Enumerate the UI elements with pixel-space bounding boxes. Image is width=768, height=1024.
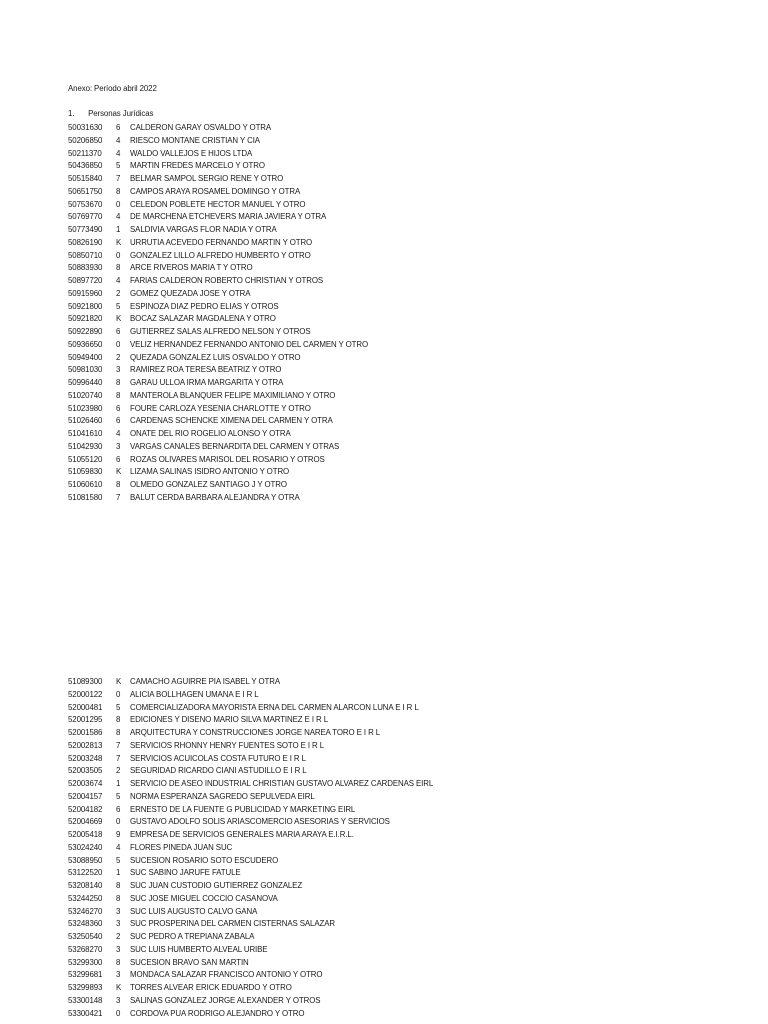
check-digit: 5 xyxy=(116,301,121,311)
rut-number: 50897720 xyxy=(68,276,103,285)
entity-name: DE MARCHENA ETCHEVERS MARIA JAVIERA Y OTRA xyxy=(130,212,327,222)
entity-name: LIZAMA SALINAS ISIDRO ANTONIO Y OTRO xyxy=(130,467,290,477)
check-digit: 1 xyxy=(116,779,121,788)
rut-number: 53024240 xyxy=(68,842,103,852)
check-digit: 7 xyxy=(116,174,121,183)
entity-name: WALDO VALLEJOS E HIJOS LTDA xyxy=(130,148,253,158)
check-digit: 3 xyxy=(116,970,121,980)
check-digit: 4 xyxy=(116,842,121,852)
list-item xyxy=(68,326,368,339)
check-digit: 4 xyxy=(116,276,121,285)
rut-number: 53250540 xyxy=(68,932,103,941)
rut-number: 53300421 xyxy=(68,1008,103,1018)
entity-name: FOURE CARLOZA YESENIA CHARLOTTE Y OTRO xyxy=(130,403,311,413)
entity-name: MARTIN FREDES MARCELO Y OTRO xyxy=(130,161,265,171)
check-digit: 5 xyxy=(116,791,121,801)
entity-name: VELIZ HERNANDEZ FERNANDO ANTONIO DEL CARMEN Y OTRO xyxy=(130,339,369,349)
entity-name: GONZALEZ LILLO ALFREDO HUMBERTO Y OTRO xyxy=(130,250,311,260)
section-title: Personas Jurídicas xyxy=(88,109,154,118)
check-digit: 2 xyxy=(116,288,121,298)
list-item xyxy=(68,804,433,817)
entity-name: SUC SABINO JARUFE FATULE xyxy=(130,868,241,878)
rut-number: 53268270 xyxy=(68,944,103,954)
list-item xyxy=(68,969,433,982)
check-digit: 8 xyxy=(116,881,121,890)
entity-name: ERNESTO DE LA FUENTE G PUBLICIDAD Y MARKETING EIRL xyxy=(130,804,356,814)
list-item xyxy=(68,466,368,479)
check-digit: 0 xyxy=(116,250,121,260)
entity-name: GARAU ULLOA IRMA MARGARITA Y OTRA xyxy=(130,378,284,387)
rut-number: 52003248 xyxy=(68,753,103,763)
check-digit: 9 xyxy=(116,830,121,839)
entity-list-block-1 xyxy=(68,122,368,505)
check-digit: 8 xyxy=(116,728,121,737)
entity-name: ROZAS OLIVARES MARISOL DEL ROSARIO Y OTROS xyxy=(130,454,325,464)
rut-number: 51026460 xyxy=(68,416,103,426)
rut-number: 53244250 xyxy=(68,893,103,903)
rut-number: 51059830 xyxy=(68,467,103,477)
list-item xyxy=(68,160,368,173)
entity-name: CARDENAS SCHENCKE XIMENA DEL CARMEN Y OTRA xyxy=(130,416,333,426)
entity-name: SERVICIOS RHONNY HENRY FUENTES SOTO E I R L xyxy=(130,740,325,750)
rut-number: 50922890 xyxy=(68,327,103,336)
list-item xyxy=(68,829,433,842)
list-item xyxy=(68,288,368,301)
page-heading: Anexo: Período abril 2022 xyxy=(68,84,157,93)
check-digit: 3 xyxy=(116,919,121,929)
list-item xyxy=(68,479,368,492)
check-digit: 1 xyxy=(116,868,121,878)
rut-number: 52002813 xyxy=(68,740,103,750)
check-digit: K xyxy=(116,983,122,992)
list-item xyxy=(68,689,433,702)
list-item xyxy=(68,441,368,454)
list-item xyxy=(68,867,433,880)
list-item xyxy=(68,415,368,428)
list-item xyxy=(68,148,368,161)
check-digit: 8 xyxy=(116,186,121,196)
rut-number: 50773490 xyxy=(68,225,103,234)
section-heading xyxy=(68,109,153,118)
check-digit: 7 xyxy=(116,753,121,763)
rut-number: 50996440 xyxy=(68,378,103,387)
check-digit: 5 xyxy=(116,702,121,712)
list-item xyxy=(68,842,433,855)
list-item xyxy=(68,765,433,778)
list-item xyxy=(68,918,433,931)
entity-name: OLMEDO GONZALEZ SANTIAGO J Y OTRO xyxy=(130,480,287,489)
entity-name: CALDERON GARAY OSVALDO Y OTRA xyxy=(130,123,272,132)
entity-name: SUC PROSPERINA DEL CARMEN CISTERNAS SALAZAR xyxy=(130,919,335,929)
rut-number: 52000122 xyxy=(68,689,103,699)
entity-name: FARIAS CALDERON ROBERTO CHRISTIAN Y OTROS xyxy=(130,276,324,285)
list-item xyxy=(68,740,433,753)
list-item xyxy=(68,454,368,467)
check-digit: 4 xyxy=(116,148,121,158)
list-item xyxy=(68,275,368,288)
check-digit: 7 xyxy=(116,492,121,502)
entity-name: SERVICIOS ACUICOLAS COSTA FUTURO E I R L xyxy=(130,753,306,763)
rut-number: 52004182 xyxy=(68,804,103,814)
entity-name: ESPINOZA DIAZ PEDRO ELIAS Y OTROS xyxy=(130,301,279,311)
list-item xyxy=(68,816,433,829)
check-digit: K xyxy=(116,314,122,324)
check-digit: 5 xyxy=(116,855,121,865)
list-item xyxy=(68,727,433,740)
list-item xyxy=(68,702,433,715)
rut-number: 51042930 xyxy=(68,441,103,451)
list-item xyxy=(68,199,368,212)
check-digit: 2 xyxy=(116,352,121,362)
check-digit: 0 xyxy=(116,339,121,349)
check-digit: K xyxy=(116,237,122,247)
rut-number: 50915960 xyxy=(68,288,103,298)
list-item xyxy=(68,714,433,727)
entity-name: RAMIREZ ROA TERESA BEATRIZ Y OTRO xyxy=(130,365,282,375)
entity-name: NORMA ESPERANZA SAGREDO SEPULVEDA EIRL xyxy=(130,791,315,801)
check-digit: 6 xyxy=(116,416,121,426)
rut-number: 50826190 xyxy=(68,237,103,247)
list-item xyxy=(68,880,433,893)
check-digit: 8 xyxy=(116,480,121,489)
entity-name: GUSTAVO ADOLFO SOLIS ARIASCOMERCIO ASESORIAS Y SERVICIOS xyxy=(130,817,390,827)
rut-number: 52000481 xyxy=(68,702,103,712)
entity-name: TORRES ALVEAR ERICK EDUARDO Y OTRO xyxy=(130,983,292,992)
rut-number: 53299300 xyxy=(68,957,103,967)
rut-number: 50921820 xyxy=(68,314,103,324)
check-digit: 5 xyxy=(116,161,121,171)
entity-name: CAMACHO AGUIRRE PIA ISABEL Y OTRA xyxy=(130,677,281,686)
list-item xyxy=(68,301,368,314)
check-digit: 8 xyxy=(116,378,121,387)
section-number: 1. xyxy=(68,109,75,118)
entity-name: MANTEROLA BLANQUER FELIPE MAXIMILIANO Y OTRO xyxy=(130,390,336,400)
rut-number: 51041610 xyxy=(68,429,103,438)
list-item xyxy=(68,352,368,365)
entity-name: SUC JUAN CUSTODIO GUTIERREZ GONZALEZ xyxy=(130,881,303,890)
rut-number: 52005418 xyxy=(68,830,103,839)
check-digit: 3 xyxy=(116,944,121,954)
check-digit: 3 xyxy=(116,906,121,916)
rut-number: 50921800 xyxy=(68,301,103,311)
rut-number: 50981030 xyxy=(68,365,103,375)
rut-number: 53299681 xyxy=(68,970,103,980)
check-digit: 0 xyxy=(116,817,121,827)
check-digit: K xyxy=(116,467,122,477)
list-item xyxy=(68,390,368,403)
entity-name: BELMAR SAMPOL SERGIO RENE Y OTRO xyxy=(130,174,284,183)
check-digit: 8 xyxy=(116,893,121,903)
entity-name: SUC JOSE MIGUEL COCCIO CASANOVA xyxy=(130,893,278,903)
check-digit: 0 xyxy=(116,1008,121,1018)
check-digit: 4 xyxy=(116,135,121,145)
entity-name: GOMEZ QUEZADA JOSE Y OTRA xyxy=(130,288,251,298)
entity-name: VARGAS CANALES BERNARDITA DEL CARMEN Y OTRAS xyxy=(130,441,340,451)
rut-number: 50850710 xyxy=(68,250,103,260)
rut-number: 51060610 xyxy=(68,480,103,489)
rut-number: 52001586 xyxy=(68,728,103,737)
entity-name: BALUT CERDA BARBARA ALEJANDRA Y OTRA xyxy=(130,492,300,502)
check-digit: 2 xyxy=(116,766,121,776)
check-digit: 8 xyxy=(116,715,121,725)
entity-name: CELEDON POBLETE HECTOR MANUEL Y OTRO xyxy=(130,199,306,209)
entity-name: SUCESION BRAVO SAN MARTIN xyxy=(130,957,249,967)
check-digit: 3 xyxy=(116,995,121,1005)
list-item xyxy=(68,778,433,791)
list-item xyxy=(68,403,368,416)
list-item xyxy=(68,122,368,135)
list-item xyxy=(68,931,433,944)
list-item xyxy=(68,982,433,995)
rut-number: 53300148 xyxy=(68,995,103,1005)
check-digit: 8 xyxy=(116,263,121,273)
entity-name: GUTIERREZ SALAS ALFREDO NELSON Y OTROS xyxy=(130,327,311,336)
check-digit: 8 xyxy=(116,390,121,400)
entity-name: MONDACA SALAZAR FRANCISCO ANTONIO Y OTRO xyxy=(130,970,323,980)
rut-number: 52001295 xyxy=(68,715,103,725)
list-item xyxy=(68,250,368,263)
rut-number: 50651750 xyxy=(68,186,103,196)
rut-number: 51055120 xyxy=(68,454,103,464)
entity-name: SUC LUIS AUGUSTO CALVO GANA xyxy=(130,906,258,916)
rut-number: 52004157 xyxy=(68,791,103,801)
check-digit: 4 xyxy=(116,429,121,438)
rut-number: 53122520 xyxy=(68,868,103,878)
entity-name: FLORES PINEDA JUAN SUC xyxy=(130,842,233,852)
rut-number: 52004669 xyxy=(68,817,103,827)
entity-name: ARQUITECTURA Y CONSTRUCCIONES JORGE NAREA TORO E I R L xyxy=(130,728,381,737)
rut-number: 52003674 xyxy=(68,779,103,788)
list-item xyxy=(68,173,368,186)
entity-name: EMPRESA DE SERVICIOS GENERALES MARIA ARAYA E.I.R.L. xyxy=(130,830,354,839)
list-item xyxy=(68,135,368,148)
list-item xyxy=(68,893,433,906)
rut-number: 53208140 xyxy=(68,881,103,890)
entity-name: BOCAZ SALAZAR MAGDALENA Y OTRO xyxy=(130,314,276,324)
rut-number: 51081580 xyxy=(68,492,103,502)
list-item xyxy=(68,339,368,352)
entity-name: URRUTIA ACEVEDO FERNANDO MARTIN Y OTRO xyxy=(130,237,313,247)
entity-name: CORDOVA PUA RODRIGO ALEJANDRO Y OTRO xyxy=(130,1008,305,1018)
list-item xyxy=(68,492,368,505)
check-digit: 3 xyxy=(116,365,121,375)
rut-number: 50436850 xyxy=(68,161,103,171)
list-item xyxy=(68,995,433,1008)
entity-name: SERVICIO DE ASEO INDUSTRIAL CHRISTIAN GUSTAVO ALVAREZ CARDENAS EIRL xyxy=(130,779,434,788)
rut-number: 52003505 xyxy=(68,766,103,776)
entity-name: SALDIVIA VARGAS FLOR NADIA Y OTRA xyxy=(130,225,277,234)
rut-number: 51020740 xyxy=(68,390,103,400)
check-digit: 8 xyxy=(116,957,121,967)
list-item xyxy=(68,237,368,250)
list-item xyxy=(68,262,368,275)
list-item xyxy=(68,855,433,868)
check-digit: 6 xyxy=(116,327,121,336)
check-digit: 0 xyxy=(116,689,121,699)
list-item xyxy=(68,791,433,804)
rut-number: 53246270 xyxy=(68,906,103,916)
entity-name: RIESCO MONTANE CRISTIAN Y CIA xyxy=(130,135,260,145)
rut-number: 50031630 xyxy=(68,123,103,132)
entity-name: COMERCIALIZADORA MAYORISTA ERNA DEL CARMEN ALARCON LUNA E I R L xyxy=(130,702,419,712)
list-item xyxy=(68,211,368,224)
check-digit: 6 xyxy=(116,123,121,132)
list-item xyxy=(68,676,433,689)
entity-list-block-2 xyxy=(68,676,433,1020)
rut-number: 50515840 xyxy=(68,174,103,183)
check-digit: 1 xyxy=(116,225,121,234)
rut-number: 50883930 xyxy=(68,263,103,273)
rut-number: 53088950 xyxy=(68,855,103,865)
list-item xyxy=(68,957,433,970)
rut-number: 50769770 xyxy=(68,212,103,222)
list-item xyxy=(68,428,368,441)
list-item xyxy=(68,186,368,199)
entity-name: SEGURIDAD RICARDO CIANI ASTUDILLO E I R L xyxy=(130,766,307,776)
entity-name: QUEZADA GONZALEZ LUIS OSVALDO Y OTRO xyxy=(130,352,301,362)
list-item xyxy=(68,313,368,326)
rut-number: 50206850 xyxy=(68,135,103,145)
rut-number: 51023980 xyxy=(68,403,103,413)
check-digit: 6 xyxy=(116,403,121,413)
list-item xyxy=(68,753,433,766)
entity-name: CAMPOS ARAYA ROSAMEL DOMINGO Y OTRA xyxy=(130,186,301,196)
check-digit: 3 xyxy=(116,441,121,451)
check-digit: 6 xyxy=(116,454,121,464)
rut-number: 53248360 xyxy=(68,919,103,929)
list-item xyxy=(68,377,368,390)
entity-name: EDICIONES Y DISENO MARIO SILVA MARTINEZ E I R L xyxy=(130,715,329,725)
rut-number: 50949400 xyxy=(68,352,103,362)
check-digit: 0 xyxy=(116,199,121,209)
entity-name: ALICIA BOLLHAGEN UMANA E I R L xyxy=(130,689,259,699)
check-digit: 2 xyxy=(116,932,121,941)
list-item xyxy=(68,224,368,237)
list-item xyxy=(68,1008,433,1021)
entity-name: SUCESION ROSARIO SOTO ESCUDERO xyxy=(130,855,279,865)
entity-name: ONATE DEL RIO ROGELIO ALONSO Y OTRA xyxy=(130,429,291,438)
check-digit: 7 xyxy=(116,740,121,750)
entity-name: ARCE RIVEROS MARIA T Y OTRO xyxy=(130,263,253,273)
list-item xyxy=(68,364,368,377)
rut-number: 53299893 xyxy=(68,983,103,992)
check-digit: K xyxy=(116,677,122,686)
rut-number: 50936650 xyxy=(68,339,103,349)
list-item xyxy=(68,906,433,919)
rut-number: 50753670 xyxy=(68,199,103,209)
list-item xyxy=(68,944,433,957)
entity-name: SUC LUIS HUMBERTO ALVEAL URIBE xyxy=(130,944,268,954)
rut-number: 51089300 xyxy=(68,677,103,686)
entity-name: SUC PEDRO A TREPIANA ZABALA xyxy=(130,932,255,941)
check-digit: 6 xyxy=(116,804,121,814)
entity-name: SALINAS GONZALEZ JORGE ALEXANDER Y OTROS xyxy=(130,995,321,1005)
rut-number: 50211370 xyxy=(68,148,102,158)
check-digit: 4 xyxy=(116,212,121,222)
